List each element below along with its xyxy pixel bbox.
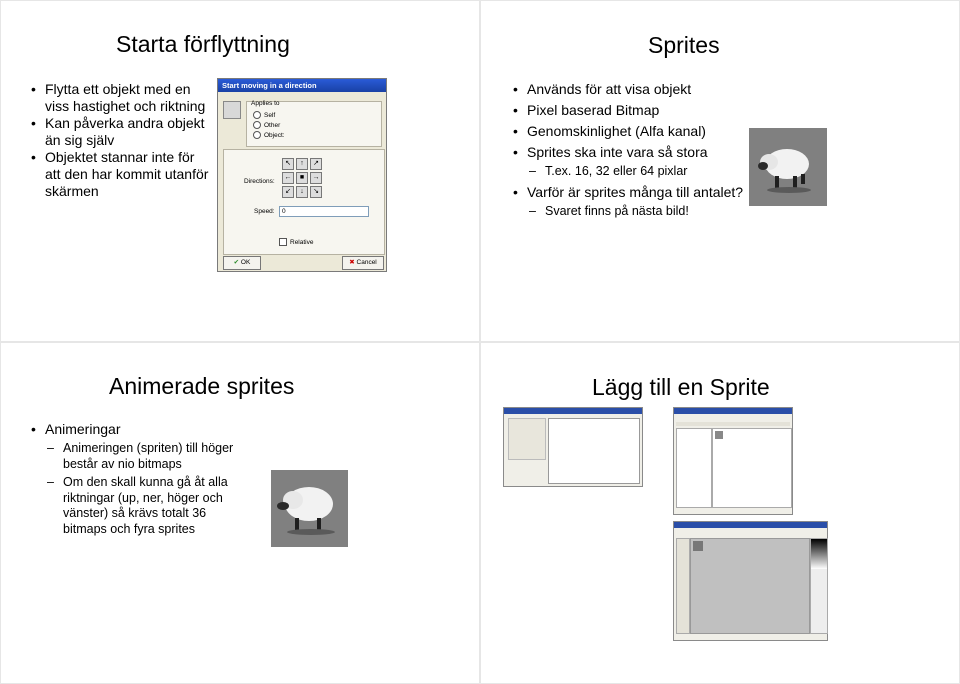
tool-palette xyxy=(676,538,690,634)
radio-other[interactable]: Other xyxy=(253,121,280,129)
slide-title: Animerade sprites xyxy=(109,373,295,399)
window-titlebar xyxy=(504,408,642,414)
slide-title: Starta förflyttning xyxy=(116,31,290,57)
slide-title: Sprites xyxy=(648,32,720,58)
frame-list xyxy=(676,428,712,508)
bullet-item: • Används för att visa objekt xyxy=(511,81,751,98)
toolbar xyxy=(676,422,790,426)
bullet-item: • Kan påverka andra objekt än sig själv xyxy=(29,115,209,149)
stop-icon[interactable]: ■ xyxy=(296,172,308,184)
arrow-up-icon[interactable]: ↑ xyxy=(296,158,308,170)
window-titlebar xyxy=(674,408,792,414)
sub-bullet-item: – Om den skall kunna gå åt alla riktningar (up, ner, höger och vänster) så krävs totalt 36 bitmaps och fyra sprites xyxy=(29,475,251,537)
sprite-editor-window xyxy=(673,407,793,515)
slide-sprites xyxy=(480,0,960,342)
bullet-item: • Flytta ett objekt med en viss hastighet och riktning xyxy=(29,81,209,115)
window-titlebar xyxy=(674,522,827,528)
move-action-icon xyxy=(223,101,241,119)
applies-to-group xyxy=(246,101,382,147)
arrow-right-icon[interactable]: → xyxy=(310,172,322,184)
bullet-list xyxy=(29,421,251,537)
sub-bullet-item: – Svaret finns på nästa bild! xyxy=(511,204,751,220)
ok-button[interactable]: ✔ OK xyxy=(223,256,261,270)
bullet-item: • Varför är sprites många till antalet? xyxy=(511,184,751,201)
slide-title: Lägg till en Sprite xyxy=(592,374,770,400)
animated-sheep-image xyxy=(271,470,348,547)
arrow-down-left-icon[interactable]: ↙ xyxy=(282,186,294,198)
radio-object[interactable]: Object: xyxy=(253,131,285,139)
arrow-up-left-icon[interactable]: ↖ xyxy=(282,158,294,170)
radio-self[interactable]: Self xyxy=(253,111,275,119)
slide-start-moving xyxy=(0,0,480,342)
cancel-button[interactable]: ✖ Cancel xyxy=(342,256,384,270)
bullet-item: • Genomskinlighet (Alfa kanal) xyxy=(511,123,751,140)
arrow-left-icon[interactable]: ← xyxy=(282,172,294,184)
applies-to-label: Applies to xyxy=(251,100,280,107)
sub-bullet-item: – T.ex. 16, 32 eller 64 pixlar xyxy=(511,164,751,180)
bullet-list xyxy=(511,81,751,219)
arrow-down-right-icon[interactable]: ↘ xyxy=(310,186,322,198)
speed-input[interactable]: 0 xyxy=(279,206,369,217)
dialog-title: Start moving in a direction xyxy=(218,79,386,92)
sub-bullet-item: – Animeringen (spriten) till höger består av nio bitmaps xyxy=(29,441,251,472)
color-picker xyxy=(810,538,828,634)
arrow-up-right-icon[interactable]: ↗ xyxy=(310,158,322,170)
bullet-item: • Sprites ska inte vara så stora xyxy=(511,144,751,161)
image-canvas xyxy=(690,538,810,634)
bullet-list xyxy=(29,81,209,200)
directions-label: Directions: xyxy=(244,178,275,185)
slide-add-sprite xyxy=(480,342,960,684)
bullet-item: • Objektet stannar inte för att den har kommit utanför skärmen xyxy=(29,149,209,200)
settings-group xyxy=(223,149,385,255)
preview-area xyxy=(548,418,640,484)
relative-checkbox[interactable]: Relative xyxy=(279,238,313,246)
start-moving-dialog xyxy=(217,78,387,272)
properties-panel xyxy=(508,418,546,460)
sprite-properties-window xyxy=(503,407,643,487)
sprite-canvas xyxy=(712,428,792,508)
image-editor-window xyxy=(673,521,828,641)
speed-label: Speed: xyxy=(254,208,275,215)
arrow-down-icon[interactable]: ↓ xyxy=(296,186,308,198)
sheep-sprite-image xyxy=(749,128,827,206)
bullet-item: • Animeringar xyxy=(29,421,251,438)
bullet-item: • Pixel baserad Bitmap xyxy=(511,102,751,119)
slide-animated-sprites xyxy=(0,342,480,684)
